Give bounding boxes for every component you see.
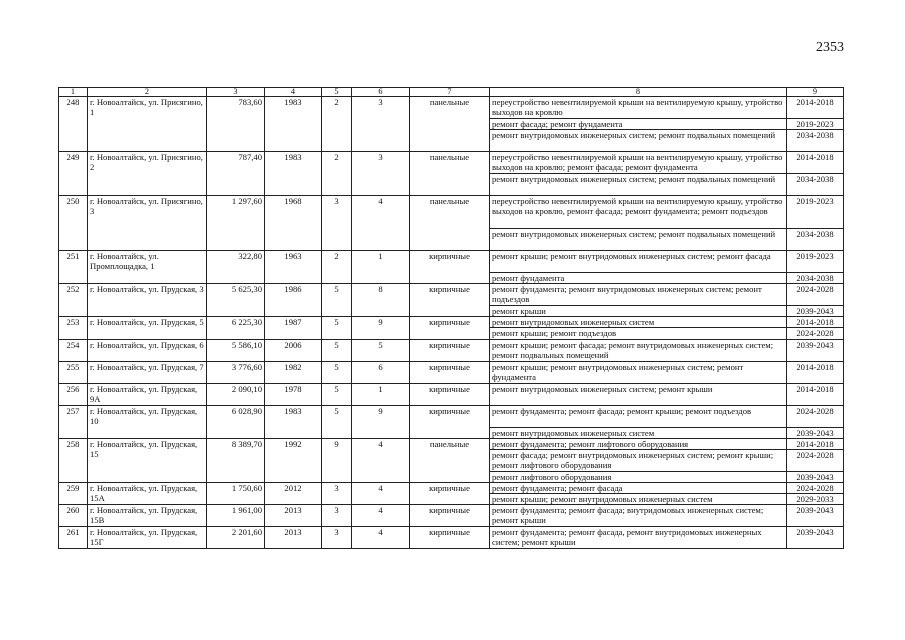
period-cell: 2024-2028	[787, 449, 844, 471]
wall-material-cell: кирпичные	[410, 361, 490, 383]
entrances-cell: 1	[352, 251, 410, 284]
row-number: 254	[59, 339, 88, 361]
column-number: 6	[352, 88, 410, 97]
floors-cell: 5	[322, 361, 352, 383]
year-cell: 1983	[265, 405, 322, 438]
address-cell: г. Новоалтайск, ул. Прудская, 15В	[88, 504, 207, 526]
area-cell: 5 586,10	[207, 339, 265, 361]
period-cell: 2039-2043	[787, 427, 844, 438]
year-cell: 1983	[265, 152, 322, 196]
year-cell: 2006	[265, 339, 322, 361]
table-row	[59, 526, 844, 548]
period-cell: 2039-2043	[787, 306, 844, 317]
work-description-cell: ремонт крыши; ремонт фасада; ремонт внутридомовых инженерных систем; ремонт подвальных помещений	[490, 339, 787, 361]
column-number: 3	[207, 88, 265, 97]
work-description-cell: переустройство невентилируемой крыши на вентилируемую крышу, утройство выходов на кровлю; ремонт фасада; ремонт фундамента	[490, 152, 787, 174]
entrances-cell: 8	[352, 284, 410, 317]
year-cell: 1963	[265, 251, 322, 284]
period-cell: 2014-2018	[787, 383, 844, 405]
entrances-cell: 5	[352, 339, 410, 361]
period-cell: 2014-2018	[787, 152, 844, 174]
wall-material-cell: панельные	[410, 438, 490, 482]
floors-cell: 2	[322, 97, 352, 152]
table-row	[59, 504, 844, 526]
column-number-row	[59, 88, 844, 97]
table-row	[59, 339, 844, 361]
area-cell: 1 750,60	[207, 482, 265, 504]
row-number: 261	[59, 526, 88, 548]
table-row	[59, 196, 844, 229]
row-number: 252	[59, 284, 88, 317]
wall-material-cell: кирпичные	[410, 284, 490, 317]
row-number: 255	[59, 361, 88, 383]
work-description-cell: ремонт внутридомовых инженерных систем; ремонт крыши	[490, 383, 787, 405]
work-description-cell: ремонт фундамента; ремонт фасада	[490, 482, 787, 493]
entrances-cell: 4	[352, 438, 410, 482]
period-cell: 2034-2038	[787, 130, 844, 152]
work-description-cell: ремонт фундамента; ремонт внутридомовых инженерных систем; ремонт подъездов	[490, 284, 787, 306]
wall-material-cell: кирпичные	[410, 504, 490, 526]
address-cell: г. Новоалтайск, ул. Прудская, 5	[88, 317, 207, 339]
column-number: 1	[59, 88, 88, 97]
row-number: 257	[59, 405, 88, 438]
work-description-cell: ремонт внутридомовых инженерных систем	[490, 317, 787, 328]
work-description-cell: ремонт крыши	[490, 306, 787, 317]
area-cell: 787,40	[207, 152, 265, 196]
period-cell: 2019-2023	[787, 119, 844, 130]
column-number: 4	[265, 88, 322, 97]
year-cell: 1968	[265, 196, 322, 251]
area-cell: 322,80	[207, 251, 265, 284]
period-cell: 2014-2018	[787, 438, 844, 449]
wall-material-cell: кирпичные	[410, 251, 490, 284]
row-number: 249	[59, 152, 88, 196]
entrances-cell: 9	[352, 317, 410, 339]
work-description-cell: ремонт фундамента; ремонт фасада, ремонт внутридомовых инженерных систем; ремонт крыши	[490, 526, 787, 548]
table-row	[59, 405, 844, 427]
column-number: 9	[787, 88, 844, 97]
area-cell: 1 297,60	[207, 196, 265, 251]
period-cell: 2024-2028	[787, 405, 844, 427]
period-cell: 2014-2018	[787, 97, 844, 119]
year-cell: 1978	[265, 383, 322, 405]
table-row	[59, 317, 844, 328]
area-cell: 1 961,00	[207, 504, 265, 526]
page-number: 2353	[816, 40, 844, 55]
address-cell: г. Новоалтайск, ул. Прудская, 10	[88, 405, 207, 438]
year-cell: 2012	[265, 482, 322, 504]
period-cell: 2014-2018	[787, 361, 844, 383]
floors-cell: 3	[322, 196, 352, 251]
floors-cell: 5	[322, 284, 352, 317]
work-description-cell: ремонт внутридомовых инженерных систем	[490, 427, 787, 438]
table-row	[59, 251, 844, 273]
period-cell: 2039-2043	[787, 526, 844, 548]
area-cell: 5 625,30	[207, 284, 265, 317]
year-cell: 1992	[265, 438, 322, 482]
floors-cell: 5	[322, 317, 352, 339]
table-row	[59, 152, 844, 174]
year-cell: 1986	[265, 284, 322, 317]
work-description-cell: ремонт фасада; ремонт фундамента	[490, 119, 787, 130]
work-description-cell: ремонт фундамента	[490, 273, 787, 284]
work-description-cell: ремонт фундамента; ремонт лифтового оборудования	[490, 438, 787, 449]
work-description-cell: ремонт крыши; ремонт внутридомовых инженерных систем; ремонт фасада	[490, 251, 787, 273]
period-cell: 2034-2038	[787, 273, 844, 284]
table-row	[59, 482, 844, 493]
period-cell: 2034-2038	[787, 229, 844, 251]
work-description-cell: переустройство невентилируемой крыши на вентилируемую крышу, утройство выходов на кровлю, ремонт фасада; ремонт фундамента; ремонт подъездов	[490, 196, 787, 229]
work-description-cell: ремонт фасада; ремонт внутридомовых инженерных систем; ремонт крыши; ремонт лифтового оборудования	[490, 449, 787, 471]
year-cell: 1987	[265, 317, 322, 339]
year-cell: 1983	[265, 97, 322, 152]
period-cell: 2039-2043	[787, 504, 844, 526]
floors-cell: 2	[322, 152, 352, 196]
address-cell: г. Новоалтайск, ул. Прудская, 9А	[88, 383, 207, 405]
row-number: 260	[59, 504, 88, 526]
column-number: 2	[88, 88, 207, 97]
table-row	[59, 438, 844, 449]
floors-cell: 5	[322, 339, 352, 361]
floors-cell: 3	[322, 504, 352, 526]
table-row	[59, 361, 844, 383]
floors-cell: 3	[322, 482, 352, 504]
period-cell: 2024-2028	[787, 482, 844, 493]
address-cell: г. Новоалтайск, ул. Присягино, 2	[88, 152, 207, 196]
wall-material-cell: кирпичные	[410, 317, 490, 339]
table-row	[59, 383, 844, 405]
period-cell: 2024-2028	[787, 284, 844, 306]
row-number: 259	[59, 482, 88, 504]
area-cell: 3 776,60	[207, 361, 265, 383]
work-description-cell: ремонт крыши; ремонт внутридомовых инженерных систем	[490, 493, 787, 504]
entrances-cell: 1	[352, 383, 410, 405]
work-description-cell: ремонт внутридомовых инженерных систем; ремонт подвальных помещений	[490, 174, 787, 196]
wall-material-cell: панельные	[410, 97, 490, 152]
row-number: 250	[59, 196, 88, 251]
wall-material-cell: панельные	[410, 152, 490, 196]
area-cell: 2 090,10	[207, 383, 265, 405]
wall-material-cell: кирпичные	[410, 526, 490, 548]
period-cell: 2024-2028	[787, 328, 844, 339]
address-cell: г. Новоалтайск, ул. Прудская, 7	[88, 361, 207, 383]
entrances-cell: 3	[352, 97, 410, 152]
work-description-cell: ремонт крыши; ремонт внутридомовых инженерных систем; ремонт фундамента	[490, 361, 787, 383]
column-number: 5	[322, 88, 352, 97]
work-description-cell: ремонт внутридомовых инженерных систем; ремонт подвальных помещений	[490, 130, 787, 152]
column-number: 7	[410, 88, 490, 97]
period-cell: 2029-2033	[787, 493, 844, 504]
column-number: 8	[490, 88, 787, 97]
work-description-cell: ремонт внутридомовых инженерных систем; ремонт подвальных помещений	[490, 229, 787, 251]
address-cell: г. Новоалтайск, ул. Присягино, 1	[88, 97, 207, 152]
area-cell: 6 028,90	[207, 405, 265, 438]
work-description-cell: ремонт фундамента; ремонт фасада; внутридомовых инженерных систем; ремонт крыши	[490, 504, 787, 526]
address-cell: г. Новоалтайск, ул. Присягино, 3	[88, 196, 207, 251]
year-cell: 2013	[265, 526, 322, 548]
floors-cell: 2	[322, 251, 352, 284]
table-row	[59, 284, 844, 306]
entrances-cell: 4	[352, 196, 410, 251]
work-description-cell: ремонт фундамента; ремонт фасада; ремонт крыши; ремонт подъездов	[490, 405, 787, 427]
floors-cell: 9	[322, 438, 352, 482]
entrances-cell: 4	[352, 482, 410, 504]
year-cell: 1982	[265, 361, 322, 383]
floors-cell: 5	[322, 405, 352, 438]
repair-schedule-table	[58, 87, 844, 549]
work-description-cell: переустройство невентилируемой крыши на вентилируемую крышу, утройство выходов на кровлю	[490, 97, 787, 119]
address-cell: г. Новоалтайск, ул. Промплощадка, 1	[88, 251, 207, 284]
entrances-cell: 4	[352, 526, 410, 548]
period-cell: 2034-2038	[787, 174, 844, 196]
address-cell: г. Новоалтайск, ул. Прудская, 15А	[88, 482, 207, 504]
address-cell: г. Новоалтайск, ул. Прудская, 15	[88, 438, 207, 482]
wall-material-cell: кирпичные	[410, 339, 490, 361]
wall-material-cell: кирпичные	[410, 383, 490, 405]
wall-material-cell: кирпичные	[410, 405, 490, 438]
work-description-cell: ремонт лифтового оборудования	[490, 471, 787, 482]
work-description-cell: ремонт крыши; ремонт подъездов	[490, 328, 787, 339]
entrances-cell: 3	[352, 152, 410, 196]
wall-material-cell: панельные	[410, 196, 490, 251]
floors-cell: 3	[322, 526, 352, 548]
area-cell: 2 201,60	[207, 526, 265, 548]
address-cell: г. Новоалтайск, ул. Прудская, 15Г	[88, 526, 207, 548]
floors-cell: 5	[322, 383, 352, 405]
entrances-cell: 9	[352, 405, 410, 438]
area-cell: 6 225,30	[207, 317, 265, 339]
period-cell: 2014-2018	[787, 317, 844, 328]
address-cell: г. Новоалтайск, ул. Прудская, 3	[88, 284, 207, 317]
row-number: 258	[59, 438, 88, 482]
row-number: 251	[59, 251, 88, 284]
year-cell: 2013	[265, 504, 322, 526]
address-cell: г. Новоалтайск, ул. Прудская, 6	[88, 339, 207, 361]
entrances-cell: 6	[352, 361, 410, 383]
area-cell: 8 389,70	[207, 438, 265, 482]
row-number: 248	[59, 97, 88, 152]
row-number: 256	[59, 383, 88, 405]
period-cell: 2039-2043	[787, 471, 844, 482]
table-row	[59, 97, 844, 119]
entrances-cell: 4	[352, 504, 410, 526]
area-cell: 783,60	[207, 97, 265, 152]
period-cell: 2039-2043	[787, 339, 844, 361]
period-cell: 2019-2023	[787, 251, 844, 273]
period-cell: 2019-2023	[787, 196, 844, 229]
row-number: 253	[59, 317, 88, 339]
wall-material-cell: кирпичные	[410, 482, 490, 504]
